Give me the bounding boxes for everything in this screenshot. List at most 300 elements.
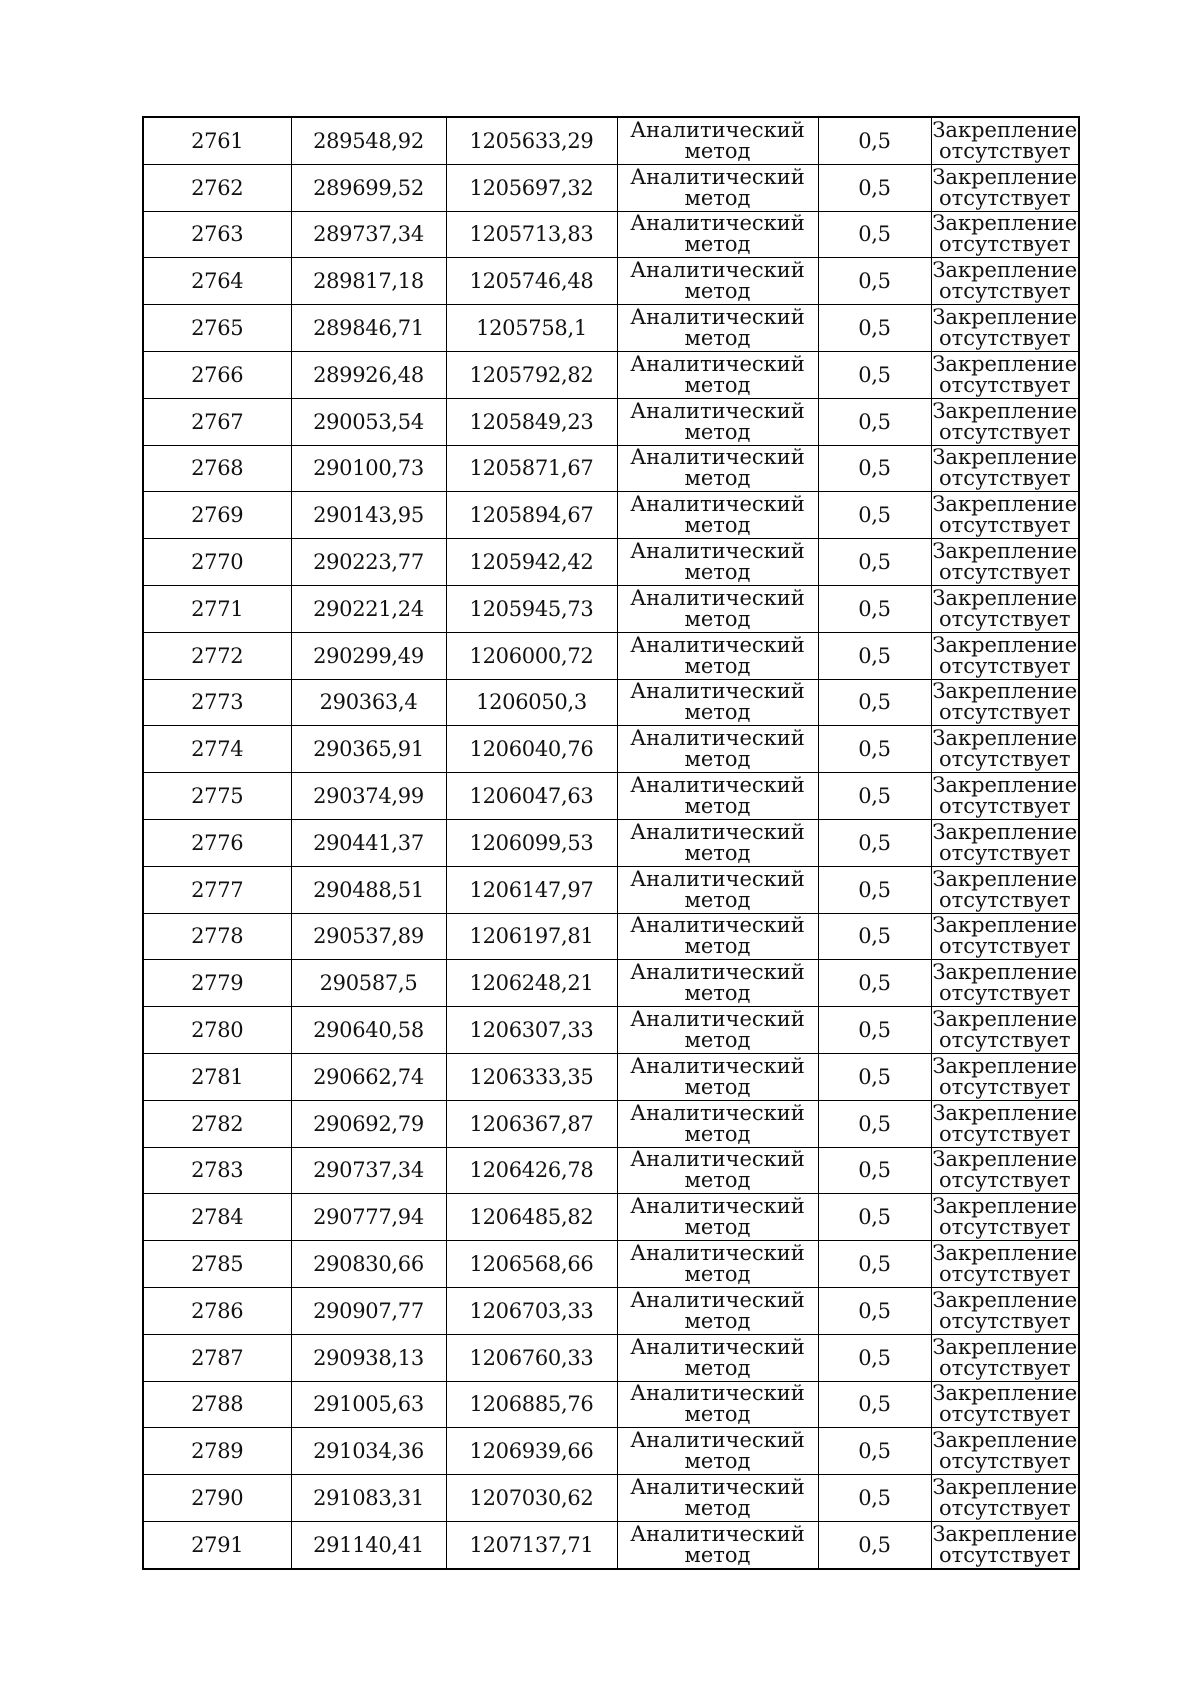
method-cell-line2: метод <box>684 1215 751 1240</box>
x-coordinate-cell: 290537,89 <box>291 913 446 960</box>
accuracy-cell: 0,5 <box>818 1053 931 1100</box>
fixation-cell <box>931 726 1079 773</box>
method-cell-line1: Аналитический <box>630 211 805 236</box>
accuracy-cell: 0,5 <box>818 1334 931 1381</box>
table-row <box>143 1241 1079 1288</box>
fixation-cell-line2: отсутствует <box>938 1028 1071 1053</box>
x-coordinate-cell: 290488,51 <box>291 866 446 913</box>
method-cell-line2: метод <box>684 279 751 304</box>
point-number-cell: 2791 <box>143 1521 291 1568</box>
y-coordinate-cell: 1206367,87 <box>446 1100 617 1147</box>
fixation-cell-line1: Закрепление <box>932 1053 1078 1078</box>
table-row <box>143 1334 1079 1381</box>
point-number-cell: 2787 <box>143 1334 291 1381</box>
x-coordinate-cell: 289548,92 <box>291 117 446 164</box>
y-coordinate-cell: 1205945,73 <box>446 585 617 632</box>
y-coordinate-cell: 1207137,71 <box>446 1521 617 1568</box>
method-cell-line2: метод <box>684 700 751 725</box>
method-cell-line2: метод <box>684 232 751 257</box>
fixation-cell <box>931 211 1079 258</box>
x-coordinate-cell: 290830,66 <box>291 1241 446 1288</box>
fixation-cell-line1: Закрепление <box>932 1428 1078 1453</box>
fixation-cell-line2: отсутствует <box>938 1168 1071 1193</box>
fixation-cell-line1: Закрепление <box>932 913 1078 938</box>
fixation-cell <box>931 1100 1079 1147</box>
point-number-cell: 2780 <box>143 1007 291 1054</box>
x-coordinate-cell: 291140,41 <box>291 1521 446 1568</box>
fixation-cell-line2: отсутствует <box>938 1402 1071 1427</box>
accuracy-cell: 0,5 <box>818 305 931 352</box>
accuracy-cell: 0,5 <box>818 539 931 586</box>
fixation-cell-line2: отсутствует <box>938 1496 1071 1520</box>
method-cell-line1: Аналитический <box>630 726 805 751</box>
accuracy-cell: 0,5 <box>818 258 931 305</box>
fixation-cell <box>931 445 1079 492</box>
method-cell-line1: Аналитический <box>630 117 805 142</box>
method-cell-line1: Аналитический <box>630 960 805 985</box>
method-cell <box>617 585 818 632</box>
x-coordinate-cell: 290374,99 <box>291 773 446 820</box>
method-cell <box>617 1475 818 1522</box>
fixation-cell-line1: Закрепление <box>932 117 1078 142</box>
method-cell <box>617 819 818 866</box>
y-coordinate-cell: 1206307,33 <box>446 1007 617 1054</box>
method-cell-line1: Аналитический <box>630 679 805 704</box>
accuracy-cell: 0,5 <box>818 1287 931 1334</box>
x-coordinate-cell: 290365,91 <box>291 726 446 773</box>
fixation-cell <box>931 632 1079 679</box>
table-row <box>143 1428 1079 1475</box>
method-cell-line1: Аналитический <box>630 585 805 610</box>
method-cell-line1: Аналитический <box>630 164 805 189</box>
fixation-cell <box>931 305 1079 352</box>
fixation-cell <box>931 1287 1079 1334</box>
x-coordinate-cell: 291034,36 <box>291 1428 446 1475</box>
method-cell-line1: Аналитический <box>630 1053 805 1078</box>
method-cell-line2: метод <box>684 1402 751 1427</box>
accuracy-cell: 0,5 <box>818 1475 931 1522</box>
fixation-cell <box>931 1007 1079 1054</box>
y-coordinate-cell: 1206568,66 <box>446 1241 617 1288</box>
method-cell <box>617 351 818 398</box>
x-coordinate-cell: 289699,52 <box>291 164 446 211</box>
fixation-cell <box>931 1147 1079 1194</box>
method-cell-line1: Аналитический <box>630 258 805 283</box>
method-cell-line2: метод <box>684 560 751 585</box>
method-cell <box>617 866 818 913</box>
accuracy-cell: 0,5 <box>818 1194 931 1241</box>
table-row <box>143 492 1079 539</box>
x-coordinate-cell: 290587,5 <box>291 960 446 1007</box>
method-cell-line2: метод <box>684 1074 751 1099</box>
method-cell <box>617 1147 818 1194</box>
x-coordinate-cell: 289737,34 <box>291 211 446 258</box>
table-row <box>143 1521 1079 1568</box>
method-cell <box>617 258 818 305</box>
y-coordinate-cell: 1206485,82 <box>446 1194 617 1241</box>
accuracy-cell: 0,5 <box>818 351 931 398</box>
method-cell-line2: метод <box>684 981 751 1006</box>
y-coordinate-cell: 1206047,63 <box>446 773 617 820</box>
table-body <box>143 117 1079 1569</box>
fixation-cell-line1: Закрепление <box>932 539 1078 564</box>
fixation-cell <box>931 351 1079 398</box>
y-coordinate-cell: 1206197,81 <box>446 913 617 960</box>
fixation-cell-line1: Закрепление <box>932 351 1078 376</box>
fixation-cell-line2: отсутствует <box>938 887 1071 912</box>
fixation-cell-line2: отсутствует <box>938 840 1071 865</box>
fixation-cell-line2: отсутствует <box>938 1215 1071 1240</box>
point-number-cell: 2773 <box>143 679 291 726</box>
method-cell <box>617 305 818 352</box>
accuracy-cell: 0,5 <box>818 726 931 773</box>
fixation-cell-line2: отсутствует <box>938 981 1071 1006</box>
method-cell <box>617 492 818 539</box>
fixation-cell <box>931 819 1079 866</box>
method-cell-line1: Аналитический <box>630 1381 805 1406</box>
table-row <box>143 866 1079 913</box>
method-cell <box>617 679 818 726</box>
method-cell-line1: Аналитический <box>630 445 805 470</box>
table-row <box>143 1100 1079 1147</box>
fixation-cell <box>931 1053 1079 1100</box>
method-cell <box>617 1381 818 1428</box>
table-row <box>143 258 1079 305</box>
fixation-cell-line1: Закрепление <box>932 632 1078 657</box>
fixation-cell <box>931 1381 1079 1428</box>
fixation-cell-line1: Закрепление <box>932 1241 1078 1266</box>
fixation-cell-line2: отсутствует <box>938 138 1071 163</box>
table-row <box>143 1475 1079 1522</box>
method-cell-line1: Аналитический <box>630 351 805 376</box>
fixation-cell <box>931 773 1079 820</box>
x-coordinate-cell: 290299,49 <box>291 632 446 679</box>
fixation-cell <box>931 913 1079 960</box>
x-coordinate-cell: 290737,34 <box>291 1147 446 1194</box>
method-cell-line2: метод <box>684 1168 751 1193</box>
fixation-cell-line1: Закрепление <box>932 679 1078 704</box>
fixation-cell-line1: Закрепление <box>932 1007 1078 1032</box>
table-row <box>143 1053 1079 1100</box>
table-row <box>143 960 1079 1007</box>
point-number-cell: 2779 <box>143 960 291 1007</box>
method-cell-line1: Аналитический <box>630 913 805 938</box>
table-row <box>143 117 1079 164</box>
y-coordinate-cell: 1206760,33 <box>446 1334 617 1381</box>
y-coordinate-cell: 1206885,76 <box>446 1381 617 1428</box>
table-row <box>143 773 1079 820</box>
method-cell-line2: метод <box>684 747 751 772</box>
x-coordinate-cell: 290938,13 <box>291 1334 446 1381</box>
fixation-cell-line1: Закрепление <box>932 1381 1078 1406</box>
table-row <box>143 164 1079 211</box>
y-coordinate-cell: 1205849,23 <box>446 398 617 445</box>
fixation-cell-line1: Закрепление <box>932 819 1078 844</box>
x-coordinate-cell: 289926,48 <box>291 351 446 398</box>
y-coordinate-cell: 1206703,33 <box>446 1287 617 1334</box>
coordinates-table <box>142 116 1080 1570</box>
method-cell-line1: Аналитический <box>630 1147 805 1172</box>
point-number-cell: 2766 <box>143 351 291 398</box>
table-row <box>143 1287 1079 1334</box>
point-number-cell: 2789 <box>143 1428 291 1475</box>
fixation-cell-line2: отсутствует <box>938 934 1071 959</box>
y-coordinate-cell: 1205758,1 <box>446 305 617 352</box>
method-cell <box>617 1428 818 1475</box>
fixation-cell-line2: отсутствует <box>938 560 1071 585</box>
fixation-cell-line2: отсутствует <box>938 1308 1071 1333</box>
method-cell <box>617 117 818 164</box>
accuracy-cell: 0,5 <box>818 960 931 1007</box>
fixation-cell-line2: отсутствует <box>938 326 1071 351</box>
point-number-cell: 2770 <box>143 539 291 586</box>
accuracy-cell: 0,5 <box>818 866 931 913</box>
y-coordinate-cell: 1205633,29 <box>446 117 617 164</box>
x-coordinate-cell: 289846,71 <box>291 305 446 352</box>
method-cell-line2: метод <box>684 1449 751 1474</box>
method-cell <box>617 960 818 1007</box>
accuracy-cell: 0,5 <box>818 773 931 820</box>
table-row <box>143 632 1079 679</box>
accuracy-cell: 0,5 <box>818 913 931 960</box>
accuracy-cell: 0,5 <box>818 1147 931 1194</box>
fixation-cell-line1: Закрепление <box>932 1521 1078 1546</box>
y-coordinate-cell: 1206040,76 <box>446 726 617 773</box>
fixation-cell-line2: отсутствует <box>938 372 1071 397</box>
point-number-cell: 2782 <box>143 1100 291 1147</box>
fixation-cell <box>931 492 1079 539</box>
fixation-cell <box>931 866 1079 913</box>
accuracy-cell: 0,5 <box>818 398 931 445</box>
point-number-cell: 2778 <box>143 913 291 960</box>
y-coordinate-cell: 1207030,62 <box>446 1475 617 1522</box>
y-coordinate-cell: 1206050,3 <box>446 679 617 726</box>
x-coordinate-cell: 290143,95 <box>291 492 446 539</box>
fixation-cell <box>931 960 1079 1007</box>
fixation-cell <box>931 1475 1079 1522</box>
method-cell-line2: метод <box>684 466 751 491</box>
fixation-cell-line1: Закрепление <box>932 492 1078 517</box>
fixation-cell-line2: отсутствует <box>938 279 1071 304</box>
point-number-cell: 2765 <box>143 305 291 352</box>
point-number-cell: 2777 <box>143 866 291 913</box>
fixation-cell-line2: отсутствует <box>938 1449 1071 1474</box>
accuracy-cell: 0,5 <box>818 1100 931 1147</box>
x-coordinate-cell: 290363,4 <box>291 679 446 726</box>
fixation-cell-line2: отсутствует <box>938 606 1071 631</box>
fixation-cell <box>931 1428 1079 1475</box>
fixation-cell <box>931 398 1079 445</box>
fixation-cell-line1: Закрепление <box>932 211 1078 236</box>
method-cell <box>617 1053 818 1100</box>
accuracy-cell: 0,5 <box>818 1381 931 1428</box>
y-coordinate-cell: 1206000,72 <box>446 632 617 679</box>
method-cell-line2: метод <box>684 372 751 397</box>
fixation-cell-line1: Закрепление <box>932 773 1078 798</box>
method-cell <box>617 773 818 820</box>
y-coordinate-cell: 1205942,42 <box>446 539 617 586</box>
method-cell <box>617 632 818 679</box>
method-cell-line2: метод <box>684 1542 751 1567</box>
y-coordinate-cell: 1205894,67 <box>446 492 617 539</box>
accuracy-cell: 0,5 <box>818 211 931 258</box>
point-number-cell: 2788 <box>143 1381 291 1428</box>
fixation-cell-line1: Закрепление <box>932 1100 1078 1125</box>
accuracy-cell: 0,5 <box>818 679 931 726</box>
point-number-cell: 2764 <box>143 258 291 305</box>
fixation-cell-line2: отсутствует <box>938 232 1071 257</box>
method-cell-line1: Аналитический <box>630 1007 805 1032</box>
fixation-cell <box>931 164 1079 211</box>
method-cell-line2: метод <box>684 934 751 959</box>
method-cell-line2: метод <box>684 419 751 444</box>
method-cell-line2: метод <box>684 887 751 912</box>
accuracy-cell: 0,5 <box>818 632 931 679</box>
fixation-cell-line2: отсутствует <box>938 1355 1071 1380</box>
method-cell-line2: метод <box>684 1355 751 1380</box>
method-cell-line1: Аналитический <box>630 1194 805 1219</box>
fixation-cell <box>931 1194 1079 1241</box>
point-number-cell: 2774 <box>143 726 291 773</box>
table-row <box>143 1381 1079 1428</box>
method-cell <box>617 445 818 492</box>
fixation-cell <box>931 1521 1079 1568</box>
method-cell <box>617 1334 818 1381</box>
x-coordinate-cell: 290441,37 <box>291 819 446 866</box>
fixation-cell-line2: отсутствует <box>938 513 1071 538</box>
fixation-cell-line2: отсутствует <box>938 1121 1071 1146</box>
method-cell-line1: Аналитический <box>630 1521 805 1546</box>
table-row <box>143 398 1079 445</box>
table-row <box>143 305 1079 352</box>
fixation-cell-line2: отсутствует <box>938 747 1071 772</box>
method-cell-line2: метод <box>684 513 751 538</box>
accuracy-cell: 0,5 <box>818 1007 931 1054</box>
method-cell-line1: Аналитический <box>630 1428 805 1453</box>
x-coordinate-cell: 290662,74 <box>291 1053 446 1100</box>
method-cell <box>617 1521 818 1568</box>
accuracy-cell: 0,5 <box>818 819 931 866</box>
y-coordinate-cell: 1205746,48 <box>446 258 617 305</box>
fixation-cell <box>931 1334 1079 1381</box>
method-cell <box>617 913 818 960</box>
y-coordinate-cell: 1205792,82 <box>446 351 617 398</box>
accuracy-cell: 0,5 <box>818 164 931 211</box>
y-coordinate-cell: 1205713,83 <box>446 211 617 258</box>
method-cell-line2: метод <box>684 1496 751 1520</box>
fixation-cell-line1: Закрепление <box>932 1147 1078 1172</box>
fixation-cell-line1: Закрепление <box>932 726 1078 751</box>
x-coordinate-cell: 290692,79 <box>291 1100 446 1147</box>
point-number-cell: 2776 <box>143 819 291 866</box>
fixation-cell-line1: Закрепление <box>932 445 1078 470</box>
point-number-cell: 2785 <box>143 1241 291 1288</box>
method-cell <box>617 726 818 773</box>
table-row <box>143 585 1079 632</box>
fixation-cell-line2: отсутствует <box>938 1074 1071 1099</box>
point-number-cell: 2768 <box>143 445 291 492</box>
fixation-cell-line1: Закрепление <box>932 1194 1078 1219</box>
method-cell-line1: Аналитический <box>630 1334 805 1359</box>
method-cell <box>617 539 818 586</box>
fixation-cell <box>931 117 1079 164</box>
table-row <box>143 211 1079 258</box>
x-coordinate-cell: 289817,18 <box>291 258 446 305</box>
y-coordinate-cell: 1205871,67 <box>446 445 617 492</box>
table-row <box>143 351 1079 398</box>
method-cell-line2: метод <box>684 606 751 631</box>
method-cell-line2: метод <box>684 653 751 678</box>
accuracy-cell: 0,5 <box>818 585 931 632</box>
point-number-cell: 2762 <box>143 164 291 211</box>
method-cell-line2: метод <box>684 1028 751 1053</box>
accuracy-cell: 0,5 <box>818 445 931 492</box>
method-cell-line2: метод <box>684 326 751 351</box>
x-coordinate-cell: 290640,58 <box>291 1007 446 1054</box>
x-coordinate-cell: 290907,77 <box>291 1287 446 1334</box>
y-coordinate-cell: 1206939,66 <box>446 1428 617 1475</box>
method-cell <box>617 1100 818 1147</box>
method-cell-line1: Аналитический <box>630 1100 805 1125</box>
y-coordinate-cell: 1206099,53 <box>446 819 617 866</box>
method-cell-line1: Аналитический <box>630 632 805 657</box>
method-cell <box>617 211 818 258</box>
table-row <box>143 679 1079 726</box>
point-number-cell: 2761 <box>143 117 291 164</box>
method-cell-line1: Аналитический <box>630 398 805 423</box>
method-cell-line2: метод <box>684 794 751 819</box>
point-number-cell: 2772 <box>143 632 291 679</box>
fixation-cell-line1: Закрепление <box>932 960 1078 985</box>
fixation-cell-line2: отсутствует <box>938 653 1071 678</box>
x-coordinate-cell: 291005,63 <box>291 1381 446 1428</box>
x-coordinate-cell: 291083,31 <box>291 1475 446 1522</box>
point-number-cell: 2783 <box>143 1147 291 1194</box>
method-cell-line1: Аналитический <box>630 1241 805 1266</box>
point-number-cell: 2781 <box>143 1053 291 1100</box>
fixation-cell-line1: Закрепление <box>932 585 1078 610</box>
method-cell-line1: Аналитический <box>630 492 805 517</box>
method-cell-line2: метод <box>684 1308 751 1333</box>
table-row <box>143 1147 1079 1194</box>
method-cell <box>617 1287 818 1334</box>
x-coordinate-cell: 290053,54 <box>291 398 446 445</box>
fixation-cell-line1: Закрепление <box>932 866 1078 891</box>
method-cell <box>617 164 818 211</box>
method-cell-line1: Аналитический <box>630 1287 805 1312</box>
fixation-cell-line2: отсутствует <box>938 419 1071 444</box>
method-cell-line1: Аналитический <box>630 866 805 891</box>
fixation-cell-line1: Закрепление <box>932 164 1078 189</box>
fixation-cell-line1: Закрепление <box>932 1475 1078 1499</box>
x-coordinate-cell: 290221,24 <box>291 585 446 632</box>
fixation-cell <box>931 1241 1079 1288</box>
point-number-cell: 2790 <box>143 1475 291 1522</box>
method-cell-line2: метод <box>684 1262 751 1287</box>
fixation-cell-line1: Закрепление <box>932 258 1078 283</box>
table-row <box>143 1194 1079 1241</box>
method-cell-line2: метод <box>684 1121 751 1146</box>
table-row <box>143 1007 1079 1054</box>
fixation-cell-line2: отсутствует <box>938 700 1071 725</box>
y-coordinate-cell: 1206147,97 <box>446 866 617 913</box>
fixation-cell-line1: Закрепление <box>932 305 1078 330</box>
fixation-cell <box>931 585 1079 632</box>
fixation-cell <box>931 539 1079 586</box>
fixation-cell-line1: Закрепление <box>932 398 1078 423</box>
accuracy-cell: 0,5 <box>818 492 931 539</box>
y-coordinate-cell: 1205697,32 <box>446 164 617 211</box>
